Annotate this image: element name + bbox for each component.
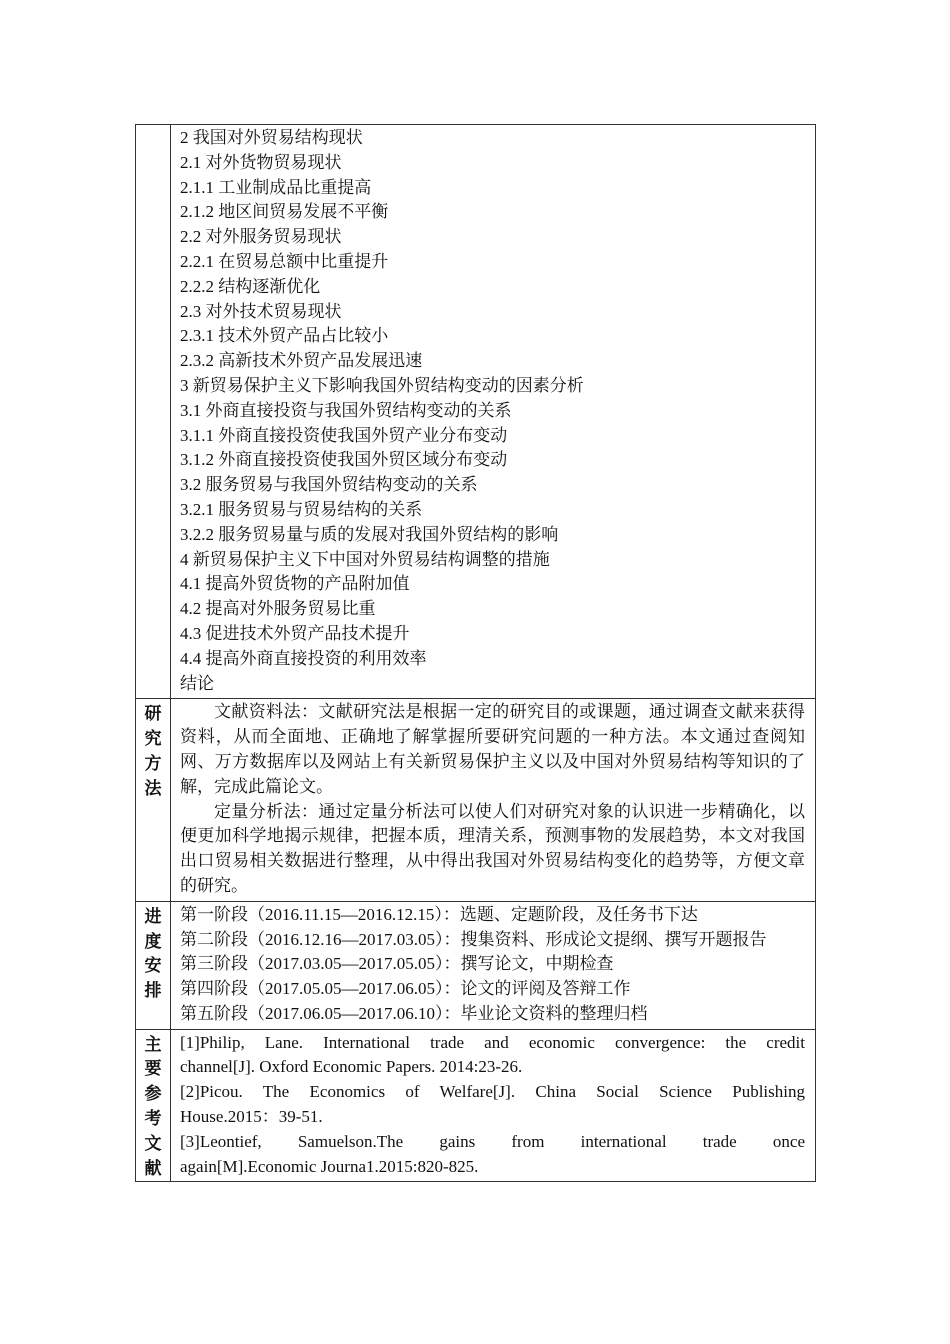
outline-item: 2.1.1 工业制成品比重提高 [180,177,372,197]
outline-item: 2.3.1 技术外贸产品占比较小 [180,326,389,346]
schedule-item: 第一阶段（2016.11.15—2016.12.15）：选题、定题阶段，及任务书下达 [180,904,698,924]
methods-label: 研 究 方 法 [136,699,171,901]
reference-line: channel[J]. Oxford Economic Papers. 2014:23-26. [180,1057,523,1077]
reference-line: [1]Philip, Lane. International trade and economic convergence: the credit [180,1032,805,1052]
references-row [136,1029,816,1182]
outline-row [136,125,816,699]
outline-item: 2.3 对外技术贸易现状 [180,301,342,321]
schedule-item: 第四阶段（2017.05.05—2017.06.05）：论文的评阅及答辩工作 [180,979,631,999]
outline-item: 2.3.2 高新技术外贸产品发展迅速 [180,351,423,371]
methods-paragraph-quantitative: 定量分析法：通过定量分析法可以使人们对研究对象的认识进一步精确化，以便更加科学地揭示规律，把握本质，理清关系，预测事物的发展趋势，本文对我国出口贸易相关数据进行整理，从中得出我国对外贸易结构变化的趋势等，方便文章的研究。 [180,801,805,895]
outline-item: 3.1.2 外商直接投资使我国外贸区域分布变动 [180,450,508,470]
outline-item: 2.2.2 结构逐渐优化 [180,276,321,296]
references-cell [171,1029,816,1182]
outline-item: 3 新贸易保护主义下影响我国外贸结构变动的因素分析 [180,375,584,395]
outline-item: 4.2 提高对外服务贸易比重 [180,599,376,619]
outline-item: 3.2.2 服务贸易量与质的发展对我国外贸结构的影响 [180,524,559,544]
outline-item: 4.4 提高外商直接投资的利用效率 [180,648,427,668]
outline-item: 2.1.2 地区间贸易发展不平衡 [180,202,389,222]
outline-item: 结论 [180,673,214,693]
outline-item: 4.1 提高外贸货物的产品附加值 [180,574,410,594]
reference-line: [3]Leontief, Samuelson.The gains from international trade once [180,1131,805,1151]
outline-cell [171,125,816,699]
schedule-item: 第三阶段（2017.03.05—2017.05.05）：撰写论文，中期检查 [180,954,614,974]
outline-item: 2.2.1 在贸易总额中比重提升 [180,251,389,271]
outline-item: 3.2 服务贸易与我国外贸结构变动的关系 [180,475,478,495]
schedule-item: 第五阶段（2017.06.05—2017.06.10）：毕业论文资料的整理归档 [180,1003,648,1023]
schedule-cell [171,901,816,1029]
schedule-item: 第二阶段（2016.12.16—2017.03.05）：搜集资料、形成论文提纲、撰写开题报告 [180,929,767,949]
proposal-table [135,124,816,1182]
outline-item: 3.1 外商直接投资与我国外贸结构变动的关系 [180,400,512,420]
outline-item: 2.2 对外服务贸易现状 [180,227,342,247]
reference-line: again[M].Economic Journa1.2015:820-825. [180,1156,479,1176]
outline-item: 4.3 促进技术外贸产品技术提升 [180,623,410,643]
outline-item: 3.1.1 外商直接投资使我国外贸产业分布变动 [180,425,508,445]
methods-cell [171,699,816,901]
outline-item: 3.2.1 服务贸易与贸易结构的关系 [180,499,423,519]
outline-item: 4 新贸易保护主义下中国对外贸易结构调整的措施 [180,549,550,569]
reference-line: House.2015：39-51. [180,1107,323,1127]
reference-line: [2]Picou. The Economics of Welfare[J]. China Social Science Publishing [180,1082,805,1102]
outline-item: 2.1 对外货物贸易现状 [180,152,342,172]
outline-item: 2 我国对外贸易结构现状 [180,128,363,147]
outline-label-cell [136,125,171,699]
schedule-row [136,901,816,1029]
schedule-label: 进 度 安 排 [136,901,171,1029]
methods-paragraph-literature: 文献资料法：文献研究法是根据一定的研究目的或课题，通过调查文献来获得资料，从而全面地、正确地了解掌握所要研究问题的一种方法。本文通过查阅知网、万方数据库以及网站上有关新贸易保护主义以及中国对外贸易结构等知识的了解，完成此篇论文。 [180,702,805,796]
references-label: 主 要 参 考 文 献 [136,1029,171,1182]
methods-row [136,699,816,901]
